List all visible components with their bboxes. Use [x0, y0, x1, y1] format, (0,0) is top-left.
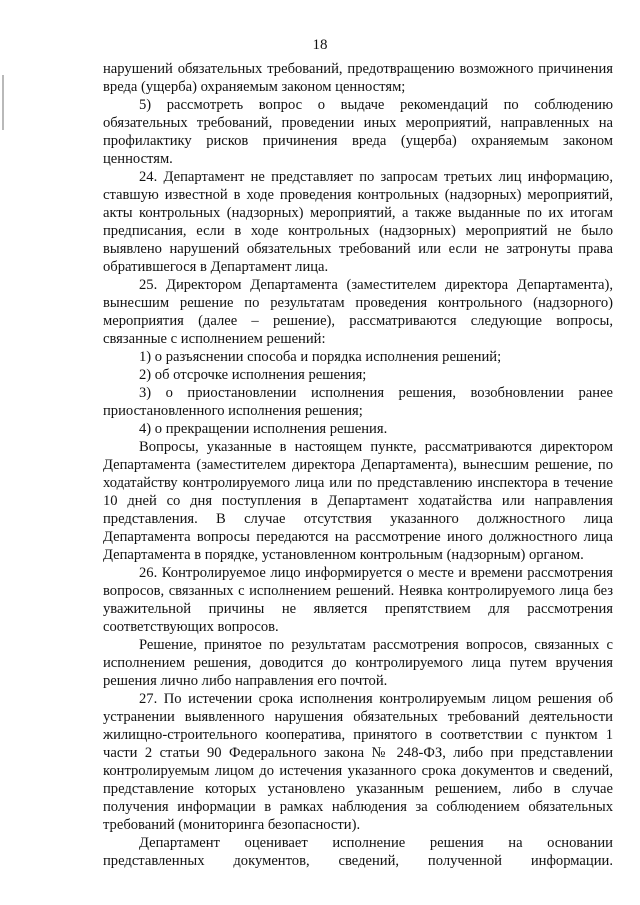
page-number: 18 — [312, 37, 328, 53]
paragraph-27: 27. По истечении срока исполнения контролируемым лицом решения об устранении выявленного нарушения обязательных требований деятельности жилищно-строительного кооператива, принятого в соответствии с пунктом 1 части 2 статьи 90 Федерального закона № 248-ФЗ, либо при представлении контролируемым лицом до истечения указанного срока документов и сведений, представление которых установлено указанным решением, либо в случае получения информации в рамках наблюдения за соблюдением обязательных требований (мониторинга безопасности). — [103, 691, 613, 833]
paragraph-assessment: Департамент оценивает исполнение решения на основании представленных документов, сведений, полученной информации. — [103, 835, 613, 869]
scan-edge-mark — [2, 75, 4, 130]
list-item-3: 3) о приостановлении исполнения решения, возобновлении ранее приостановленного исполнения решения; — [103, 385, 613, 419]
list-item-2: 2) об отсрочке исполнения решения; — [139, 367, 367, 383]
paragraph-25: 25. Директором Департамента (заместителем директора Департамента), вынесшим решение по результатам проведения контрольного (надзорного) мероприятия (далее – решение), рассматриваются следующие вопросы, связанные с исполнением решений: — [103, 277, 613, 347]
paragraph-questions: Вопросы, указанные в настоящем пункте, рассматриваются директором Департамента (заместителем директора Департамента), вынесшим решение, по ходатайству контролируемого лица или по представлению инспектора в течение 10 дней со дня поступления в Департамент ходатайства или направления представления. В случае отсутствия указанного должностного лица Департамента вопросы передаются на рассмотрение иного должностного лица Департамента в порядке, установленном контрольным (надзорным) органом. — [103, 439, 613, 563]
paragraph-continuation: нарушений обязательных требований, предотвращению возможного причинения вреда (ущерба) охраняемым законом ценностям; — [103, 61, 613, 95]
document-body — [103, 60, 613, 870]
paragraph-item-5: 5) рассмотреть вопрос о выдаче рекомендаций по соблюдению обязательных требований, проведении иных мероприятий, направленных на профилактику рисков причинения вреда (ущерба) охраняемым законом ценностям. — [103, 97, 613, 167]
list-item-4: 4) о прекращении исполнения решения. — [139, 421, 388, 437]
list-item-1: 1) о разъяснении способа и порядка исполнения решений; — [139, 349, 502, 365]
paragraph-26: 26. Контролируемое лицо информируется о месте и времени рассмотрения вопросов, связанных с исполнением решений. Неявка контролируемого лица без уважительной причины не является препятствием для рассмотрения соответствующих вопросов. — [103, 565, 613, 635]
paragraph-decision: Решение, принятое по результатам рассмотрения вопросов, связанных с исполнением решения, доводится до контролируемого лица путем вручения решения лично либо направления его почтой. — [103, 637, 613, 689]
paragraph-24: 24. Департамент не представляет по запросам третьих лиц информацию, ставшую известной в ходе проведения контрольных (надзорных) мероприятий, акты контрольных (надзорных) мероприятий, а также выданные по их итогам предписания, если в ходе контрольных (надзорных) мероприятий не было выявлено нарушений обязательных требований или если не затронуты права обратившегося в Департамент лица. — [103, 169, 613, 275]
